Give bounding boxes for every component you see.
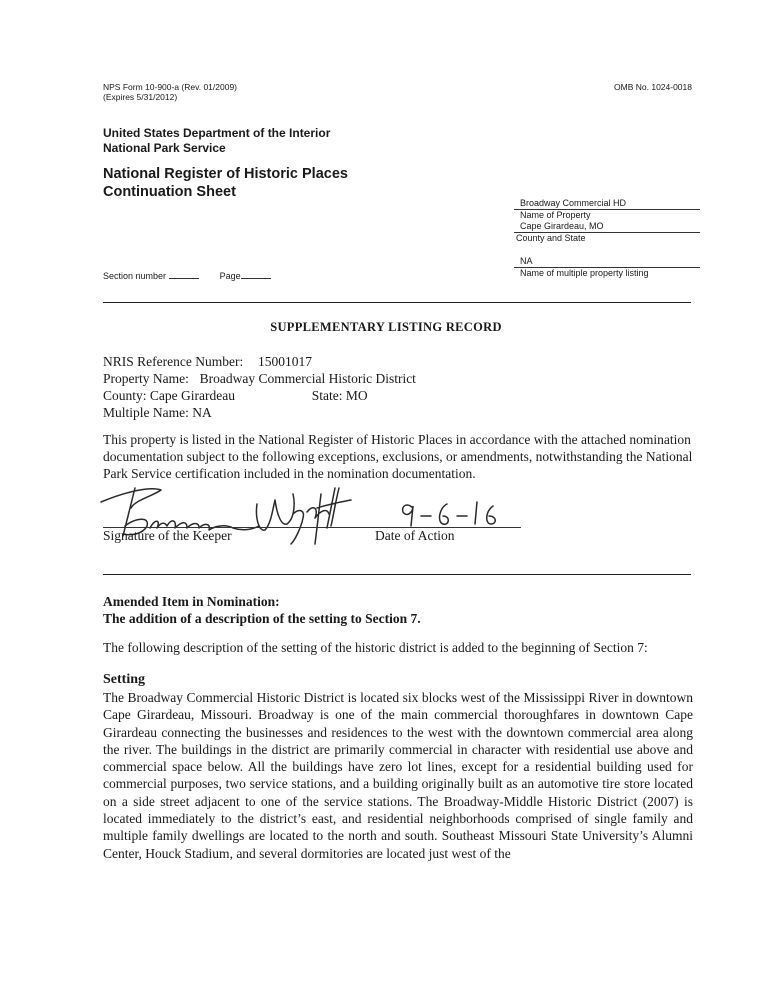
signature-label: Signature of the Keeper <box>103 528 232 543</box>
form-number: NPS Form 10-900-a (Rev. 01/2009) <box>103 82 238 92</box>
omb-number: OMB No. 1024-0018 <box>614 82 692 92</box>
state-label: State: <box>311 388 343 403</box>
multiple-listing-label: Name of multiple property listing <box>520 268 649 278</box>
property-name-label: Name of Property <box>520 210 591 220</box>
multiple-listing-value: NA <box>520 256 533 266</box>
county-state-value: Cape Girardeau, MO <box>520 221 604 231</box>
divider-top <box>103 302 691 303</box>
county-value: Cape Girardeau <box>149 388 235 403</box>
document-title <box>103 165 348 201</box>
department-name: United States Department of the Interior <box>103 126 331 140</box>
property-name-value: Broadway Commercial HD <box>520 198 627 208</box>
listing-statement: This property is listed in the National Register of Historic Places in accordance with the attached nomination documentation subject to the following exceptions, exclusions, or amendments, notwithstanding the National Park Service certification included in the nomination documentation. <box>103 432 693 481</box>
sheet-name: Continuation Sheet <box>103 184 236 200</box>
form-expiration: (Expires 5/31/2012) <box>103 92 178 102</box>
reference-block <box>103 353 416 421</box>
form-identifier <box>103 82 237 102</box>
page-label: Page <box>219 271 241 281</box>
setting-heading: Setting <box>103 672 145 687</box>
nris-value: 15001017 <box>257 354 312 369</box>
section-page-line <box>103 270 271 281</box>
multiple-row <box>103 404 416 421</box>
amendment-heading-line1: Amended Item in Nomination: <box>103 594 280 609</box>
amendment-heading-line2: The addition of a description of the setting to Section 7. <box>103 611 421 626</box>
divider-middle <box>103 574 691 575</box>
service-name: National Park Service <box>103 141 226 155</box>
property-value: Broadway Commercial Historic District <box>199 371 416 386</box>
amendment-intro: The following description of the setting of the historic district is added to the beginning of Section 7: <box>103 640 648 655</box>
register-name: National Register of Historic Places <box>103 166 348 182</box>
section-number-label: Section number <box>103 271 167 281</box>
county-state-label: County and State <box>516 233 586 243</box>
setting-paragraph: The Broadway Commercial Historic District is located six blocks west of the Mississippi River in downtown Cape Girardeau, Missouri. Broadway is one of the main commercial thoroughfares in downtown Cape Girardeau connecting the businesses and residences to the west with the downtown commercial area along the river. The buildings in the district are primarily commercial in character with residential use above and commercial space below. All the buildings have zero lot lines, except for a residential building used for commercial purposes, two service stations, and a building originally built as an automotive tire store located on a side street adjacent to one of the service stations. The Broadway-Middle Historic District (2007) is located immediately to the district’s east, and residential neighborhoods comprised of single family and multiple family dwellings are located to the north and south. Southeast Missouri State University’s Alumni Center, Houck Stadium, and several dormitories are located just west of the <box>103 690 693 861</box>
county-row <box>103 387 416 404</box>
multiple-label: Multiple Name: <box>103 405 189 420</box>
agency-heading <box>103 126 330 156</box>
amendment-heading <box>103 593 421 627</box>
nris-label: NRIS Reference Number: <box>103 354 244 369</box>
record-title: SUPPLEMENTARY LISTING RECORD <box>270 320 502 334</box>
property-row <box>103 370 416 387</box>
state-value: MO <box>345 388 368 403</box>
property-info-box <box>514 198 700 279</box>
county-label: County: <box>103 388 147 403</box>
nris-row <box>103 353 416 370</box>
section-number-blank <box>169 270 199 279</box>
property-label: Property Name: <box>103 371 189 386</box>
page-blank <box>241 270 271 279</box>
multiple-value: NA <box>192 405 212 420</box>
date-of-action-label: Date of Action <box>375 528 455 543</box>
